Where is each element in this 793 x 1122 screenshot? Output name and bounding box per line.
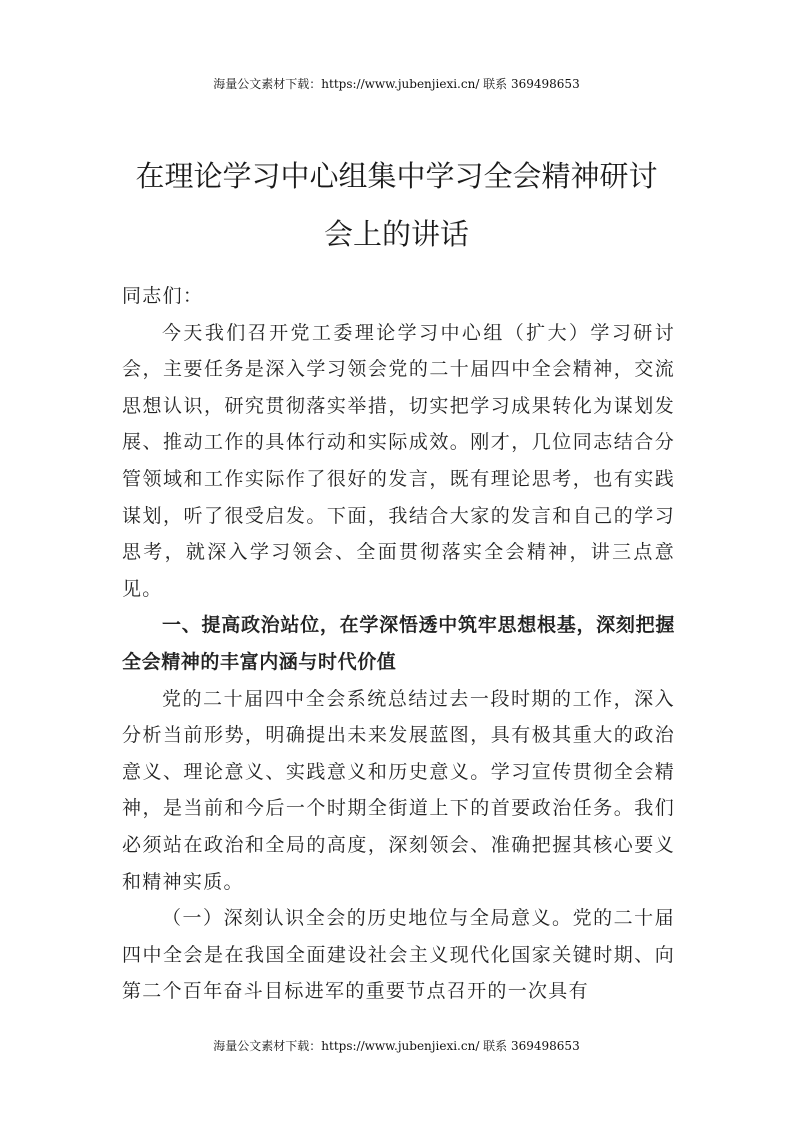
title-line-1: 在理论学习中心组集中学习全会精神研讨 [135,159,658,194]
salutation: 同志们： [122,285,204,307]
page-header: 海量公文素材下载：https://www.jubenjiexi.cn/ 联系 369498653 [213,77,580,91]
paragraph-section-1: 党的二十届四中全会系统总结过去一段时期的工作，深入分析当前形势，明确提出未来发展蓝图，具有极其重大的政治意义、理论意义、实践意义和历史意义。学习宣传贯彻全会精神，是当前和今后一个时期全街道上下的首要政治任务。我们必须站在政治和全局的高度，深刻领会、准确把握其核心要义和精神实质。 [122,687,675,893]
paragraph-intro: 今天我们召开党工委理论学习中心组（扩大）学习研讨会，主要任务是深入学习领会党的二十届四中全会精神，交流思想认识，研究贯彻落实举措，切实把学习成果转化为谋划发展、推动工作的具体行动和实际成效。刚才，几位同志结合分管领域和工作实际作了很好的发言，既有理论思考，也有实践谋划，听了很受启发。下面，我结合大家的发言和自己的学习思考，就深入学习领会、全面贯彻落实全会精神，讲三点意见。 [122,321,675,600]
section-heading-1: 一、提高政治站位，在学深悟透中筑牢思想根基，深刻把握全会精神的丰富内涵与时代价值 [122,614,675,673]
document-title [110,147,683,263]
paragraph-subsection-1: （一）深刻认识全会的历史地位与全局意义。党的二十届四中全会是在我国全面建设社会主义现代化国家关键时期、向第二个百年奋斗目标进军的重要节点召开的一次具有 [122,907,675,1003]
page-footer: 海量公文素材下载：https://www.jubenjiexi.cn/ 联系 369498653 [213,1039,580,1053]
document-body [122,278,675,1010]
title-line-2: 会上的讲话 [323,217,469,252]
